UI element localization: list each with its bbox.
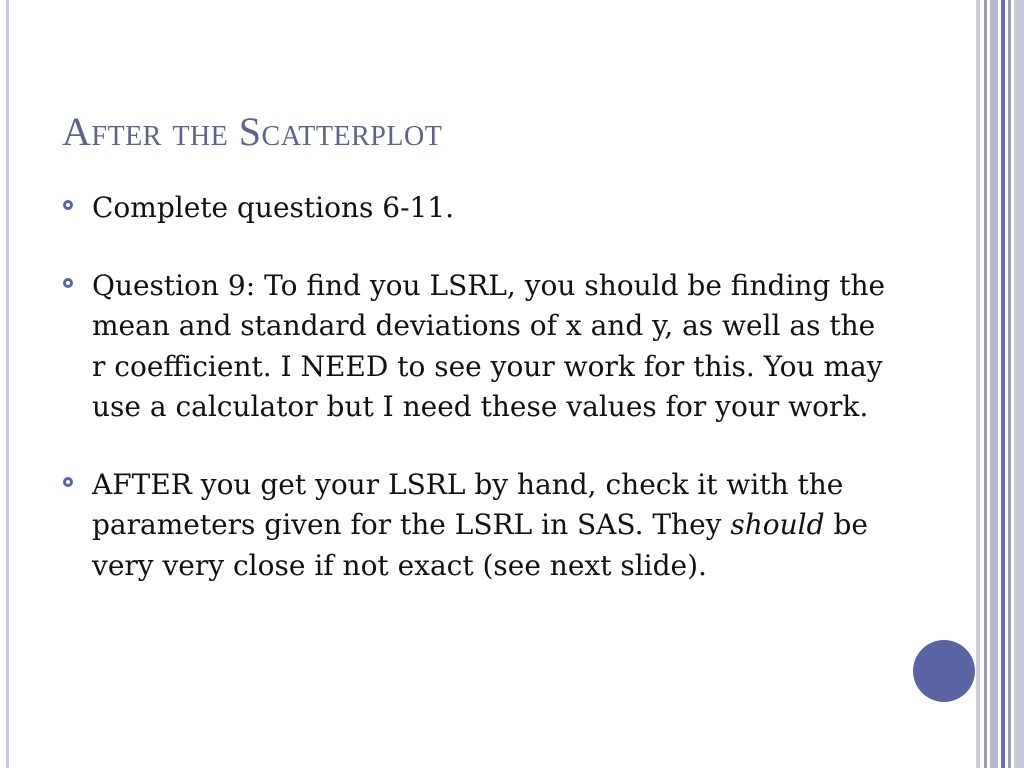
circle-decoration [913,640,975,702]
stripe [976,0,980,768]
bullet-item [62,465,892,587]
slide-title: After the Scatterplot [62,109,443,154]
ring-bullet-icon [63,477,73,487]
left-border-line [6,0,9,768]
stripe [1001,0,1005,768]
stripe [990,0,998,768]
stripe [1014,0,1024,768]
emphasis-text: should [730,508,825,541]
stripe [984,0,987,768]
ring-bullet-icon [63,278,73,288]
stripe [1008,0,1011,768]
bullet-text-part: AFTER you get your LSRL by hand, check it with the parameters given for the LSRL in SAS. They [92,467,844,541]
bullet-text: Question 9: To find you LSRL, you should be finding the mean and standard deviations of x and y, as well as the r coefficient. I NEED to see your work for this. You may use a calculator but I need these values for your work. [92,268,886,423]
bullet-text: Complete questions 6-11. [92,191,455,224]
bullet-text [92,465,892,587]
bullet-item [62,188,892,229]
bullet-text-part: be very very close if not exact (see next slide). [92,508,868,582]
right-stripe-decoration [976,0,1024,768]
bullet-item [62,266,892,428]
ring-bullet-icon [63,200,73,210]
bullet-list [62,188,892,623]
